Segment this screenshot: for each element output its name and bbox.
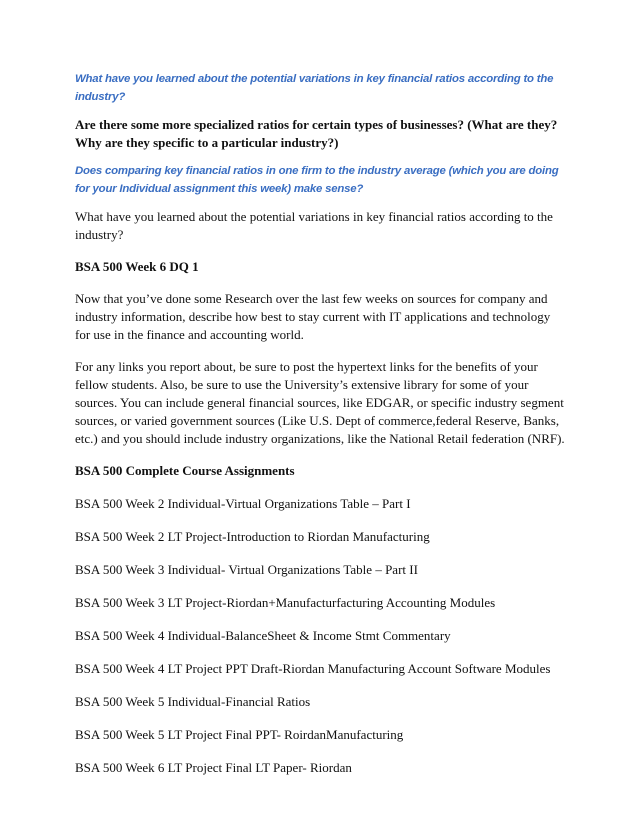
assignment-item: BSA 500 Week 3 Individual- Virtual Organizations Table – Part II [75, 562, 418, 577]
assignment-item: BSA 500 Week 2 LT Project-Introduction to Riordan Manufacturing [75, 529, 430, 544]
assignment-item: BSA 500 Week 3 LT Project-Riordan+Manufacturfacturing Accounting Modules [75, 595, 496, 610]
assignments-heading: BSA 500 Complete Course Assignments [75, 463, 295, 478]
assignment-item: BSA 500 Week 6 LT Project Final LT Paper- Riordan [75, 760, 352, 775]
assignment-item: BSA 500 Week 4 Individual-BalanceSheet & Income Stmt Commentary [75, 628, 451, 643]
question-1: What have you learned about the potential variations in key financial ratios according to the industry? [75, 73, 554, 103]
dq-paragraph-1: Now that you’ve done some Research over the last few weeks on sources for company and industry information, describe how best to stay current with IT applications and technology for use in the finance and accounting world. [75, 291, 551, 342]
assignment-item: BSA 500 Week 2 Individual-Virtual Organizations Table – Part I [75, 496, 411, 511]
question-4: What have you learned about the potential variations in key financial ratios according to the industry? [75, 209, 553, 242]
question-3: Does comparing key financial ratios in one firm to the industry average (which you are doing for your Individual assignment this week) make sense? [75, 165, 559, 195]
assignment-item: BSA 500 Week 4 LT Project PPT Draft-Riordan Manufacturing Account Software Modules [75, 661, 551, 676]
dq-paragraph-2: For any links you report about, be sure to post the hypertext links for the benefits of your fellow students. Also, be sure to use the University’s extensive library for some of your sources. You can include general financial sources, like EDGAR, or specific industry segment sources, or varied government sources (Like U.S. Dept of commerce,federal Reserve, Banks, etc.) and you should include industry organizations, like the National Retail federation (NRF). [75, 359, 565, 446]
question-2: Are there some more specialized ratios for certain types of businesses? (What are they? Why are they specific to a particular industry?) [75, 117, 558, 150]
assignment-item: BSA 500 Week 5 Individual-Financial Ratios [75, 694, 311, 709]
dq-heading: BSA 500 Week 6 DQ 1 [75, 259, 199, 274]
document-content [75, 70, 565, 777]
assignment-item: BSA 500 Week 5 LT Project Final PPT- RoirdanManufacturing [75, 727, 404, 742]
